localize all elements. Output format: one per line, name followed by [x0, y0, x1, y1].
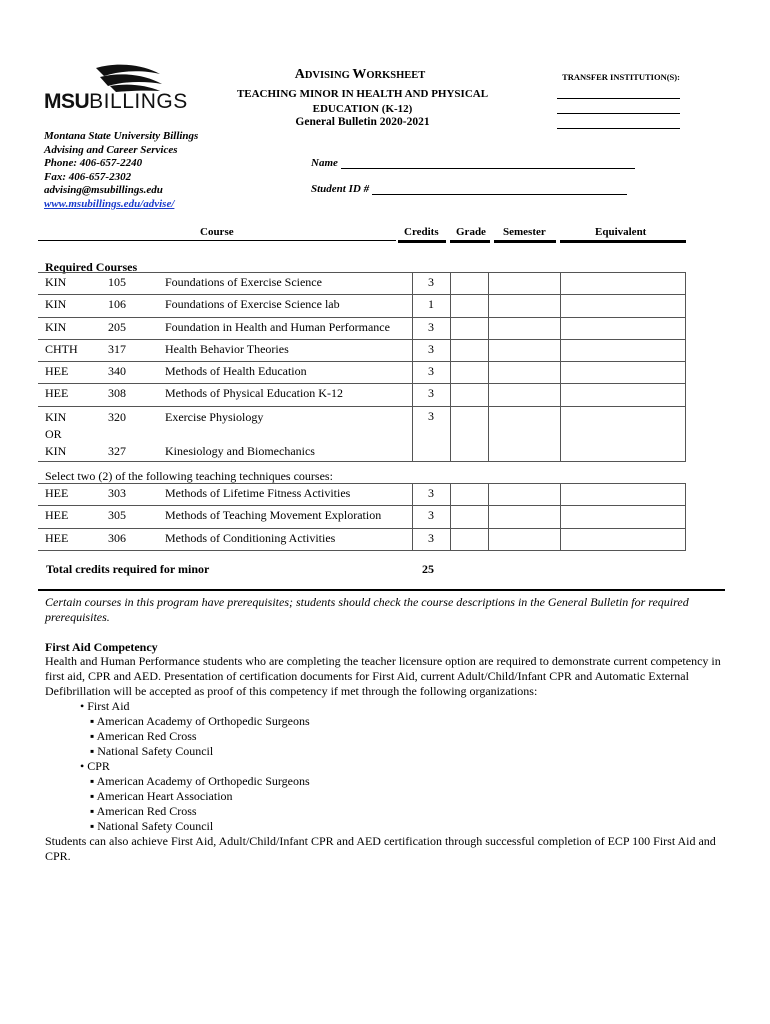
- credits-cell: 3: [412, 484, 450, 506]
- equivalent-cell[interactable]: [560, 484, 685, 506]
- table-row: [38, 273, 685, 295]
- semester-cell[interactable]: [488, 484, 560, 506]
- header-rule-equivalent: [560, 240, 686, 243]
- list-item: ▪ National Safety Council: [90, 744, 214, 758]
- transfer-line-1[interactable]: [557, 98, 680, 99]
- table-row-alternative: [38, 406, 685, 461]
- equivalent-cell[interactable]: [560, 506, 685, 528]
- col-equivalent: Equivalent: [595, 226, 647, 238]
- prerequisite-note: Certain courses in this program have prerequisites; students should check the course descriptions in the General Bulletin for required prerequisites.: [45, 595, 689, 624]
- credits-cell: 3: [412, 528, 450, 550]
- equivalent-cell[interactable]: [560, 384, 685, 406]
- grade-cell[interactable]: [450, 339, 488, 361]
- course-cell: CHTH 317 Health Behavior Theories: [38, 339, 412, 361]
- transfer-line-2[interactable]: [557, 113, 680, 114]
- table-row: [38, 384, 685, 406]
- grade-cell[interactable]: [450, 295, 488, 317]
- logo-wordmark: MSUBILLINGS: [44, 90, 188, 113]
- credits-cell: 3: [412, 506, 450, 528]
- table-row: [38, 317, 685, 339]
- student-id-field[interactable]: [311, 183, 627, 195]
- course-cell: HEE 305 Methods of Teaching Movement Exploration: [38, 506, 412, 528]
- list-item: ▪ American Academy of Orthopedic Surgeons: [90, 714, 310, 728]
- contact-dept: Advising and Career Services: [44, 143, 178, 156]
- header-rule-course: [38, 240, 396, 241]
- first-aid-body: [45, 654, 730, 864]
- header-rule-grade: [450, 240, 490, 243]
- transfer-institutions-label: TRANSFER INSTITUTION(S):: [562, 72, 680, 82]
- name-field[interactable]: [311, 157, 635, 169]
- semester-cell[interactable]: [488, 506, 560, 528]
- course-cell: HEE 303 Methods of Lifetime Fitness Activities: [38, 484, 412, 506]
- credits-cell: 3: [412, 384, 450, 406]
- col-semester: Semester: [503, 226, 546, 238]
- credits-cell: 3: [412, 362, 450, 384]
- name-line[interactable]: [341, 158, 635, 169]
- first-aid-list-heading: • First Aid: [80, 699, 130, 713]
- col-course: Course: [200, 226, 234, 238]
- student-id-line[interactable]: [372, 184, 627, 195]
- msu-billings-logo: [44, 64, 194, 114]
- semester-cell[interactable]: [488, 339, 560, 361]
- equivalent-cell[interactable]: [560, 295, 685, 317]
- credits-cell: 1: [412, 295, 450, 317]
- cpr-list-heading: • CPR: [80, 759, 110, 773]
- required-courses-table: [38, 272, 686, 462]
- grade-cell[interactable]: [450, 528, 488, 550]
- grade-cell[interactable]: [450, 362, 488, 384]
- grade-cell[interactable]: [450, 484, 488, 506]
- list-item: ▪ American Red Cross: [90, 729, 197, 743]
- contact-fax: Fax: 406-657-2302: [44, 170, 132, 183]
- total-credits-value: 25: [422, 562, 434, 576]
- equivalent-cell[interactable]: [560, 362, 685, 384]
- semester-cell[interactable]: [488, 317, 560, 339]
- total-credits-label: Total credits required for minor: [46, 562, 210, 576]
- course-cell: HEE 308 Methods of Physical Education K-12: [38, 384, 412, 406]
- semester-cell[interactable]: [488, 273, 560, 295]
- subtitle-line-2: EDUCATION (K-12): [312, 103, 413, 115]
- contact-block: [44, 130, 198, 212]
- first-aid-intro: Health and Human Performance students who are completing the teacher licensure option are required to demonstrate current competency in first aid, CPR and AED. Presentation of certification documents for First Aid, current Adult/Child/Infant CPR and Automatic External Defibrillation will be accepted as proof of this competency if met through the following organizations:: [45, 654, 721, 698]
- bulletin-year: General Bulletin 2020-2021: [295, 116, 430, 128]
- course-cell: KIN 205 Foundation in Health and Human Performance: [38, 317, 412, 339]
- techniques-heading: Select two (2) of the following teaching techniques courses:: [45, 469, 333, 483]
- page-title: ADVISING WORKSHEET: [294, 67, 426, 82]
- col-credits: Credits: [404, 226, 439, 238]
- equivalent-cell[interactable]: [560, 273, 685, 295]
- contact-phone: Phone: 406-657-2240: [44, 157, 143, 170]
- contact-email: advising@msubillings.edu: [44, 184, 163, 197]
- list-item: ▪ American Heart Association: [90, 789, 233, 803]
- table-row: [38, 339, 685, 361]
- table-row: [38, 295, 685, 317]
- list-item: ▪ American Academy of Orthopedic Surgeons: [90, 774, 310, 788]
- equivalent-cell[interactable]: [560, 406, 685, 461]
- first-aid-heading: First Aid Competency: [45, 640, 158, 654]
- course-cell: HEE 306 Methods of Conditioning Activities: [38, 528, 412, 550]
- program-subtitle: [230, 87, 495, 117]
- or-label: OR: [45, 426, 62, 441]
- credits-cell: 3: [412, 273, 450, 295]
- table-row: [38, 506, 685, 528]
- credits-cell: 3: [412, 339, 450, 361]
- section-divider: [38, 589, 725, 591]
- equivalent-cell[interactable]: [560, 528, 685, 550]
- credits-cell: 3: [412, 317, 450, 339]
- semester-cell[interactable]: [488, 384, 560, 406]
- first-aid-closing: Students can also achieve First Aid, Adult/Child/Infant CPR and AED certification through successful completion of ECP 100 First Aid and CPR.: [45, 834, 716, 863]
- table-row: [38, 484, 685, 506]
- table-row: [38, 528, 685, 550]
- col-grade: Grade: [456, 226, 486, 238]
- grade-cell[interactable]: [450, 406, 488, 461]
- credits-cell: 3: [412, 406, 450, 461]
- subtitle-line-1: TEACHING MINOR IN HEALTH AND PHYSICAL: [236, 88, 489, 100]
- list-item: ▪ American Red Cross: [90, 804, 197, 818]
- contact-website-link[interactable]: www.msubillings.edu/advise/: [44, 197, 175, 210]
- swoosh-logo-icon: [94, 64, 164, 92]
- semester-cell[interactable]: [488, 295, 560, 317]
- grade-cell[interactable]: [450, 317, 488, 339]
- equivalent-cell[interactable]: [560, 339, 685, 361]
- name-label: Name: [311, 157, 338, 169]
- table-row: [38, 362, 685, 384]
- required-courses-heading: Required Courses: [45, 260, 138, 274]
- course-cell: KIN 106 Foundations of Exercise Science lab: [38, 295, 412, 317]
- semester-cell[interactable]: [488, 406, 560, 461]
- student-id-label: Student ID #: [311, 183, 370, 195]
- header-rule-credits: [398, 240, 446, 243]
- grade-cell[interactable]: [450, 506, 488, 528]
- course-cell: HEE 340 Methods of Health Education: [38, 362, 412, 384]
- semester-cell[interactable]: [488, 362, 560, 384]
- grade-cell[interactable]: [450, 384, 488, 406]
- equivalent-cell[interactable]: [560, 317, 685, 339]
- semester-cell[interactable]: [488, 528, 560, 550]
- list-item: ▪ National Safety Council: [90, 819, 214, 833]
- course-cell: KIN 105 Foundations of Exercise Science: [38, 273, 412, 295]
- grade-cell[interactable]: [450, 273, 488, 295]
- contact-org: Montana State University Billings: [44, 130, 199, 142]
- transfer-line-3[interactable]: [557, 128, 680, 129]
- course-cell: KIN 320 Exercise Physiology OR KIN 327 Kinesiology and Biomechanics: [38, 406, 412, 461]
- techniques-table: [38, 483, 686, 551]
- header-rule-semester: [494, 240, 556, 243]
